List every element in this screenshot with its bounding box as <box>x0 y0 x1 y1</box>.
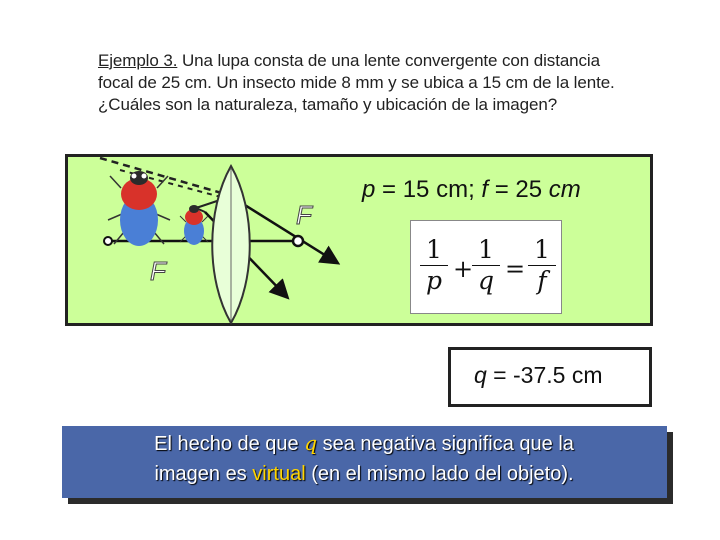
equals-sign: = <box>505 255 526 283</box>
fraction-1-over-p: 1 p <box>419 235 449 296</box>
focal-point-left-marker <box>104 237 112 245</box>
problem-line-2: focal de 25 cm. Un insecto mide 8 mm y se ubica a 15 cm de la lente. <box>98 73 615 92</box>
fraction-1-over-f: 1 f <box>527 235 557 296</box>
result-value: q = -37.5 cm <box>474 362 603 388</box>
problem-line-1: Ejemplo 3. Una lupa consta de una lente convergente con distancia <box>98 51 600 70</box>
fraction-1-over-q: 1 q <box>471 235 501 296</box>
insect-image-icon <box>108 171 170 246</box>
conclusion-line-1: El hecho de que q sea negativa significa que la <box>154 431 574 455</box>
problem-line-3: ¿Cuáles son la naturaleza, tamaño y ubicación de la imagen? <box>98 95 558 114</box>
focal-label-right: F <box>296 200 312 230</box>
conclusion-text <box>64 428 664 489</box>
focal-point-right-marker <box>293 236 303 246</box>
example-label: Ejemplo 3. <box>98 51 178 70</box>
given-values: p = 15 cm; f = 25 cm <box>362 176 581 203</box>
convex-lens-icon <box>212 166 250 323</box>
plus-sign: + <box>453 255 474 283</box>
conclusion-line-2: imagen es virtual (en el mismo lado del objeto). <box>154 463 574 485</box>
virtual-ray-upper <box>100 158 232 196</box>
lens-equation <box>410 220 562 314</box>
focal-label-left: F <box>150 256 166 286</box>
